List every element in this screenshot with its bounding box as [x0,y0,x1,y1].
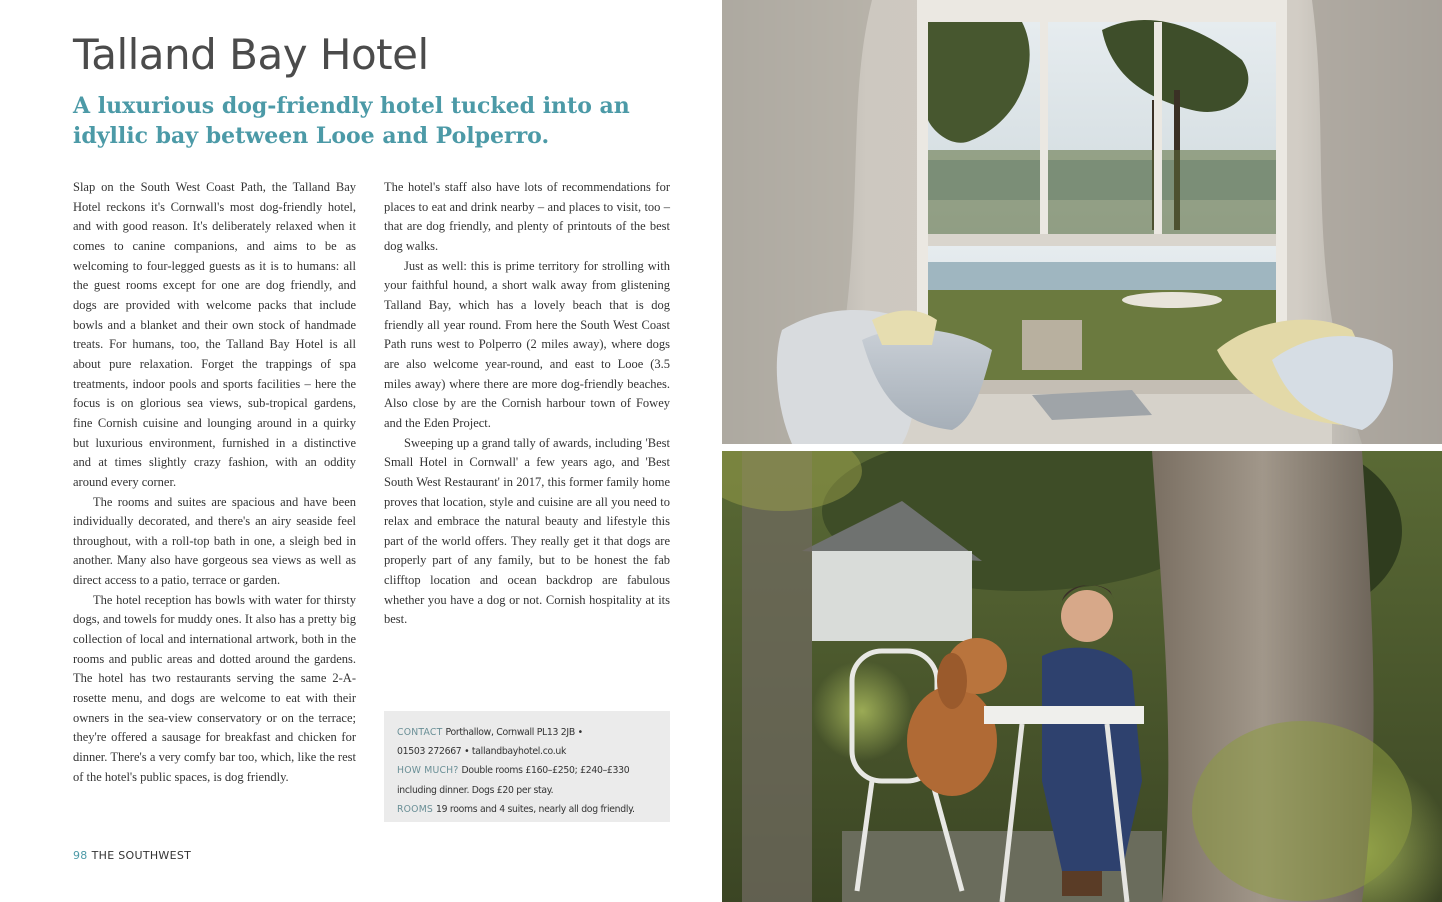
contact-address: Porthallow, Cornwall PL13 2JB • [445,727,583,738]
paragraph: The rooms and suites are spacious and have been individually decorated, and there's an airy seaside feel throughout, with a roll-top bath in one, a sleigh bed in another. Many also have gorgeous sea views as well as direct access to a patio, terrace or garden. [73,494,356,588]
paragraph: Slap on the South West Coast Path, the Talland Bay Hotel reckons it's Cornwall's most dog-friendly hotel, and with good reason. It's deliberately relaxed when it comes to canine companions, and aims to be as welcoming to four-legged guests as it is to humans: all the guest rooms except for one are dog friendly, and dogs are provided with welcome packs that include bowls and a blanket and their own stock of handmade treats. For humans, too, the Talland Bay Hotel is all about pure relaxation. Forget the trappings of spa treatments, indoor pools and sports facilities – here the focus is on glorious sea views, sub-tropical gardens, fine Cornish cuisine and lounging around in a quirky but luxurious environment, furnished in a distinctive and at times slightly crazy fashion, with an oddity around every corner. [73,180,356,489]
article-subtitle: A luxurious dog-friendly hotel tucked into an idyllic bay between Looe and Polperro. [73,93,630,149]
contact-phone-web: 01503 272667 • tallandbayhotel.co.uk [397,746,567,758]
page-footer [73,849,191,862]
contact-info-box [384,711,670,822]
left-page [0,0,720,902]
article-title: Talland Bay Hotel [73,30,429,79]
page-number: 98 [73,849,88,862]
text-column-2 [384,178,670,630]
rooms-label: ROOMS [397,803,434,815]
garden-illustration [722,451,1442,902]
contact-line [397,723,660,742]
price-label: HOW MUCH? [397,765,459,777]
price-line [397,761,660,780]
text-column-1 [73,178,356,787]
window-seat-photo [722,0,1442,444]
price-text-continued: including dinner. Dogs £20 per stay. [397,784,554,796]
paragraph: Sweeping up a grand tally of awards, including 'Best Small Hotel in Cornwall' a few years ago, and 'Best South West Restaurant' in 2017, this former family home proves that location, style and cuisine are all you need to relax and embrace the natural beauty and lifestyle this part of the world offers. They really get it that dogs are properly part of any family, but to be honest the fab clifftop location and ocean backdrop are fabulous whether you have a dog or not. Cornish hospitality at its best. [384,435,670,627]
rooms-text: 19 rooms and 4 suites, nearly all dog friendly. [436,803,635,815]
rooms-line [397,800,660,819]
paragraph: Just as well: this is prime territory for strolling with your faithful hound, a short walk away from glistening Talland Bay, which has a lovely beach that is dog friendly all year round. From here the South West Coast Path runs west to Polperro (2 miles away), where dogs are also welcome year-round, and east to Looe (3.5 miles away) where there are more dog-friendly beaches. Also close by are the Cornish harbour town of Fowey and the Eden Project. [384,258,670,430]
price-text: Double rooms £160–£250; £240–£330 [461,765,630,777]
paragraph: The hotel's staff also have lots of recommendations for places to eat and drink nearby – and places to visit, too – that are dog friendly, and plenty of printouts of the best dog walks. [384,180,670,253]
paragraph: The hotel reception has bowls with water for thirsty dogs, and towels for muddy ones. It also has a pretty big collection of local and international artwork, both in the rooms and public areas and dotted around the gardens. The hotel has two restaurants serving the same 2-A-rosette menu, and dogs are welcome to eat with their owners in the sea-view conservatory or on the terrace; they're offered a sausage for breakfast and chicken for dinner. There's a very comfy bar too, which, like the rest of the hotel's public spaces, is dog friendly. [73,592,356,784]
section-name: THE SOUTHWEST [91,849,192,862]
dog-garden-photo [722,451,1442,902]
window-seat-illustration [722,0,1442,444]
contact-label: CONTACT [397,727,443,738]
